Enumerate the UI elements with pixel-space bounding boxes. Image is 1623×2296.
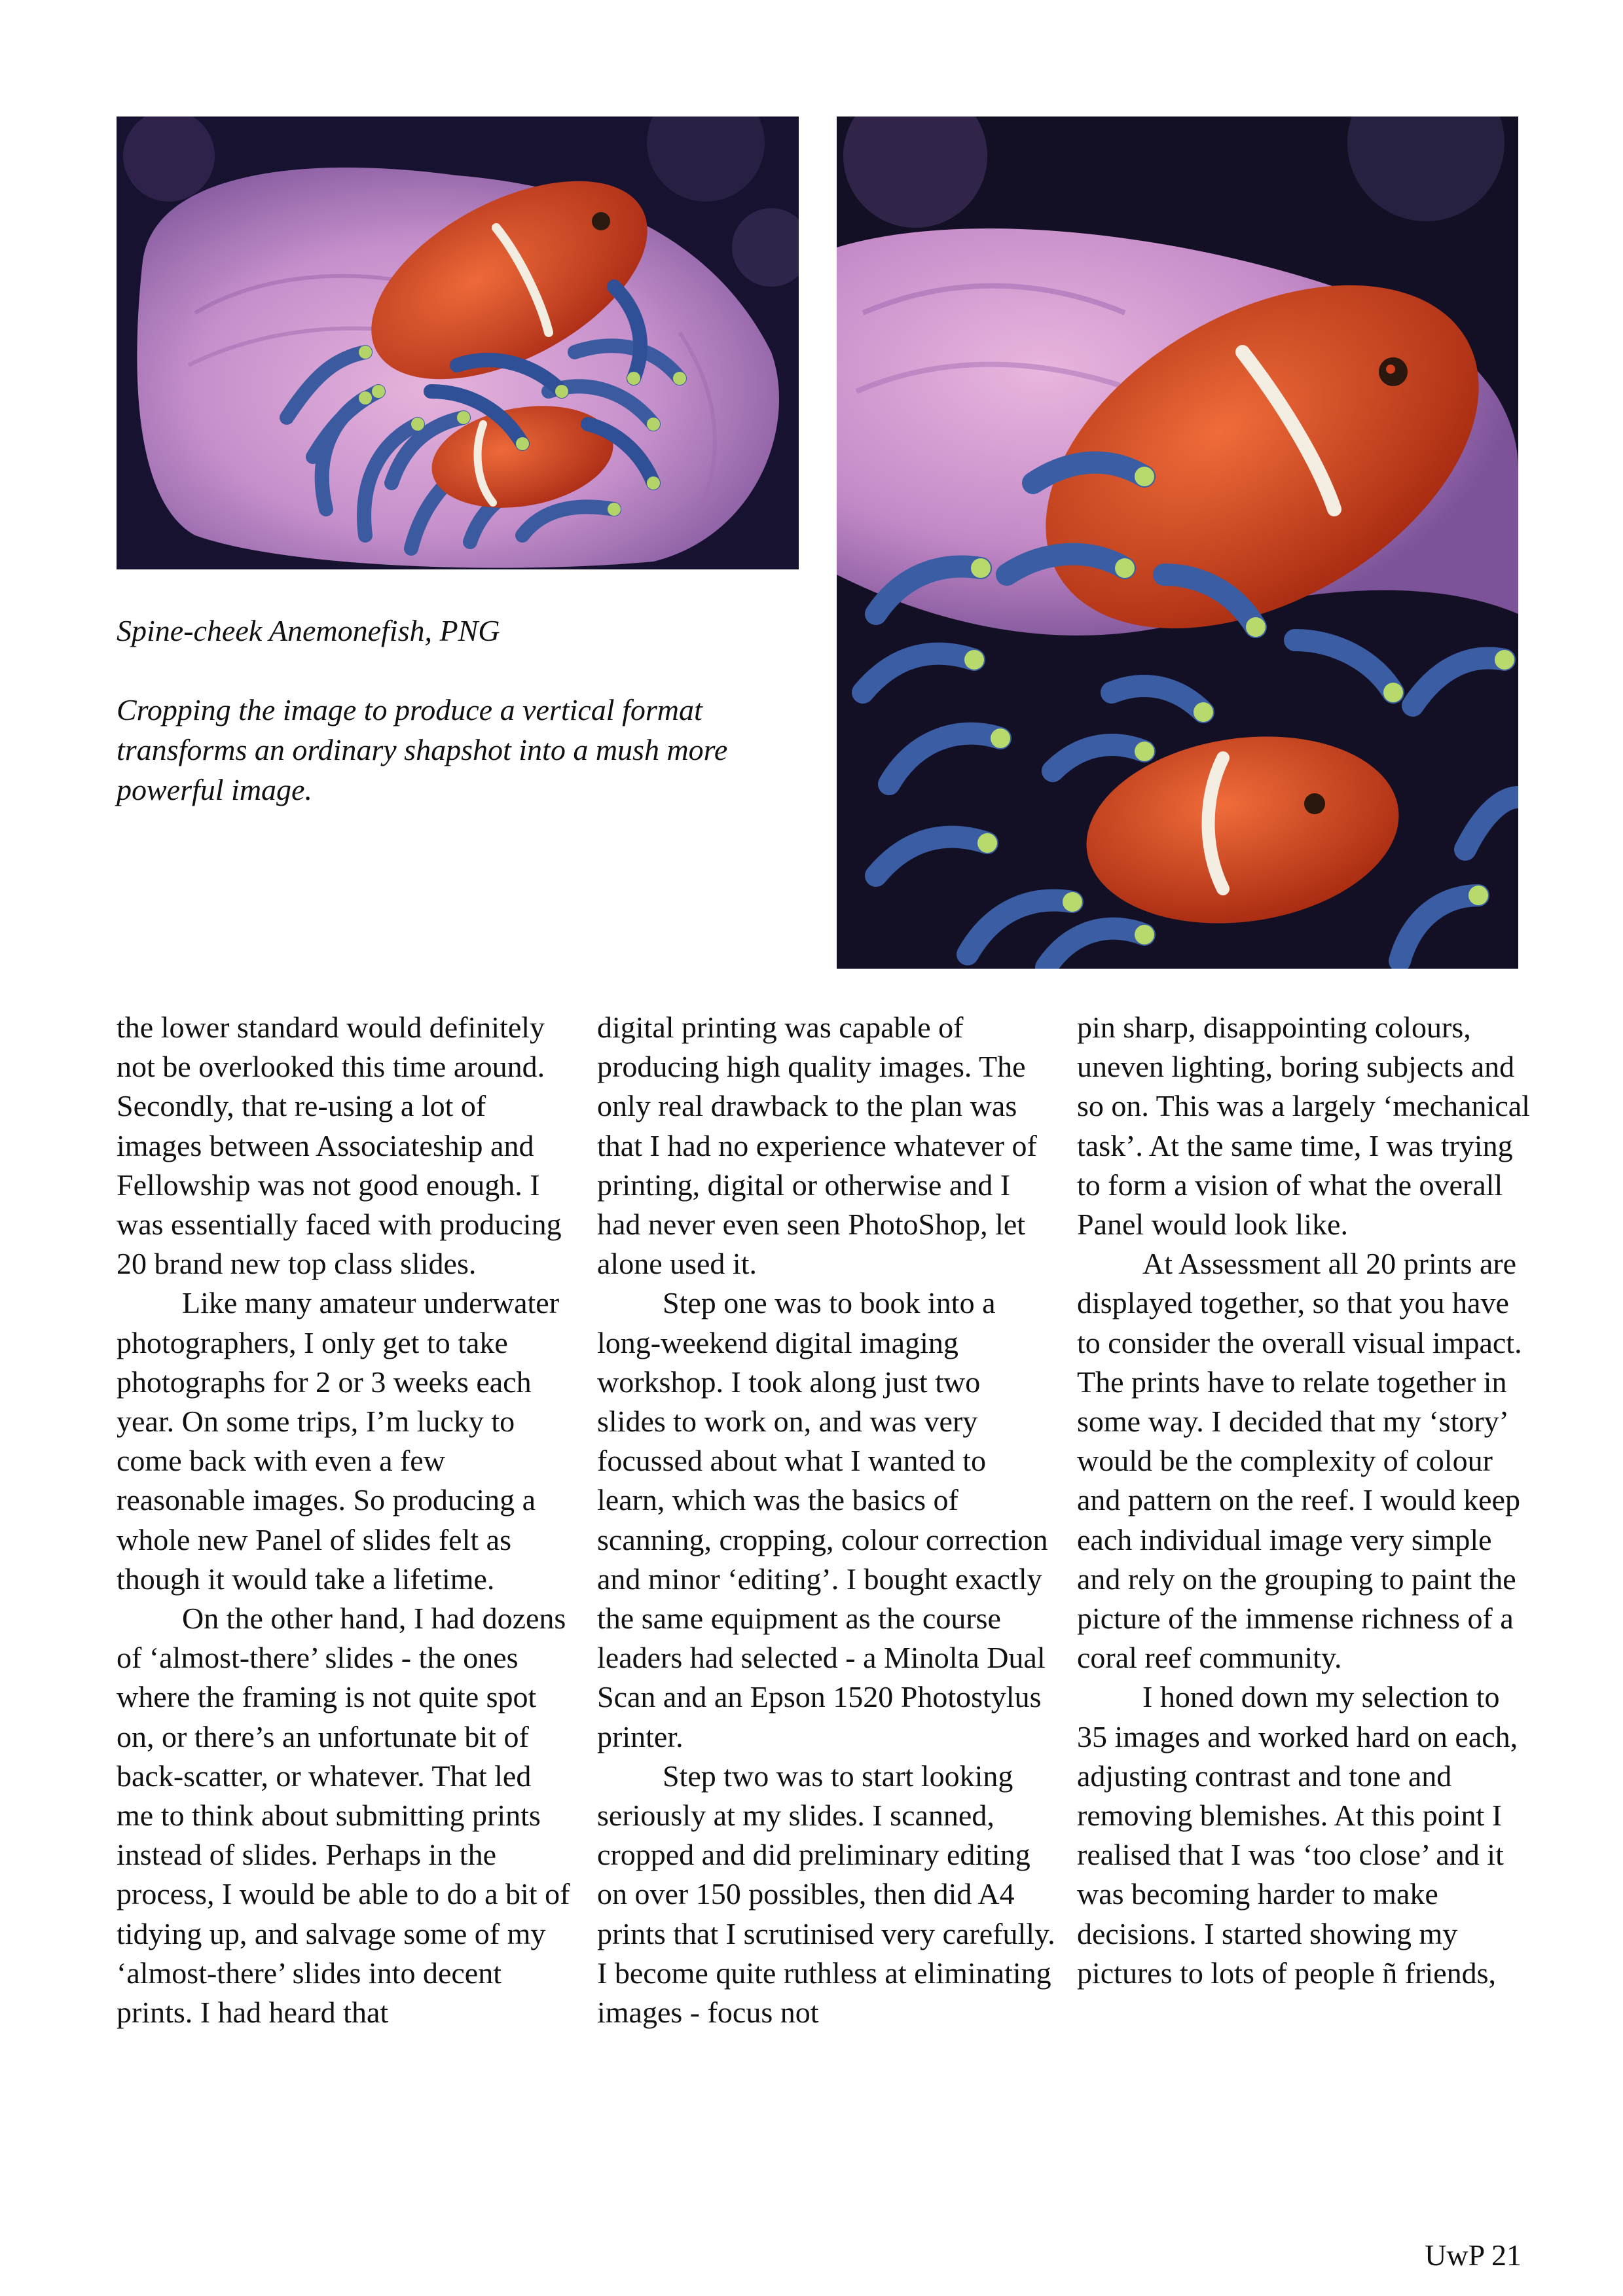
body-column-2	[597, 1008, 1055, 2032]
body-column-1	[117, 1008, 575, 2032]
paragraph: On the other hand, I had dozens of ‘almost-there’ slides - the ones where the framing is not quite spot on, or there’s an unfortunate bit of back-scatter, or whatever. That led me to think about submitting prints instead of slides. Perhaps in the process, I would be able to do a bit of tidying up, and salvage some of my ‘almost-there’ slides into decent prints. I had heard that	[117, 1602, 570, 2030]
anemonefish-photo-original	[117, 117, 799, 569]
page-number: UwP 21	[1425, 2238, 1522, 2272]
paragraph: pin sharp, disappointing colours, uneven lighting, boring subjects and so on. This was a largely ‘mechanical task’. At the same time, I was trying to form a vision of what the overall Panel would look like.	[1077, 1011, 1530, 1242]
paragraph: digital printing was capable of producing high quality images. The only real drawback to the plan was that I had no experience whatever of printing, digital or otherwise and I had never even seen PhotoShop, let alone used it.	[597, 1011, 1037, 1281]
anemonefish-photo-icon	[117, 117, 799, 569]
paragraph: the lower standard would definitely not be overlooked this time around. Secondly, that re-using a lot of images between Associateship and Fellowship was not good enough. I was essentially faced with producing 20 brand new top class slides.	[117, 1011, 562, 1281]
caption-text: Cropping the image to produce a vertical format transforms an ordinary shapshot into a mush more powerful image.	[117, 693, 728, 806]
paragraph: Like many amateur underwater photographers, I only get to take photographs for 2 or 3 weeks each year. On some trips, I’m lucky to come back with even a few reasonable images. So producing a whole new Panel of slides felt as though it would take a lifetime.	[117, 1286, 560, 1596]
caption-title: Spine-cheek Anemonefish, PNG	[117, 614, 500, 647]
paragraph: I honed down my selection to 35 images and worked hard on each, adjusting contrast and tone and removing blemishes. At this point I realised that I was ‘too close’ and it was becoming harder to make decisions. I started showing my pictures to lots of people ñ friends,	[1077, 1680, 1518, 1990]
photo-caption	[117, 611, 797, 849]
paragraph: Step two was to start looking seriously at my slides. I scanned, cropped and did preliminary editing on over 150 possibles, then did A4 prints that I scrutinised very carefully. I become quite ruthless at eliminating images - focus not	[597, 1759, 1055, 2030]
paragraph: Step one was to book into a long-weekend digital imaging workshop. I took along just two slides to work on, and was very focussed about what I wanted to learn, which was the basics of scanning, cropping, colour correction and minor ‘editing’. I bought exactly the same equipment as the course leaders had selected - a Minolta Dual Scan and an Epson 1520 Photostylus printer.	[597, 1286, 1048, 1753]
paragraph: At Assessment all 20 prints are displayed together, so that you have to consider the overall visual impact. The prints have to relate together in some way. I decided that my ‘story’ would be the complexity of colour and pattern on the reef. I would keep each individual image very simple and rely on the grouping to paint the picture of the immense richness of a coral reef community.	[1077, 1247, 1522, 1675]
anemonefish-photo-cropped	[837, 117, 1518, 969]
anemonefish-cropped-photo-icon	[837, 117, 1518, 969]
body-column-3	[1077, 1008, 1535, 1993]
